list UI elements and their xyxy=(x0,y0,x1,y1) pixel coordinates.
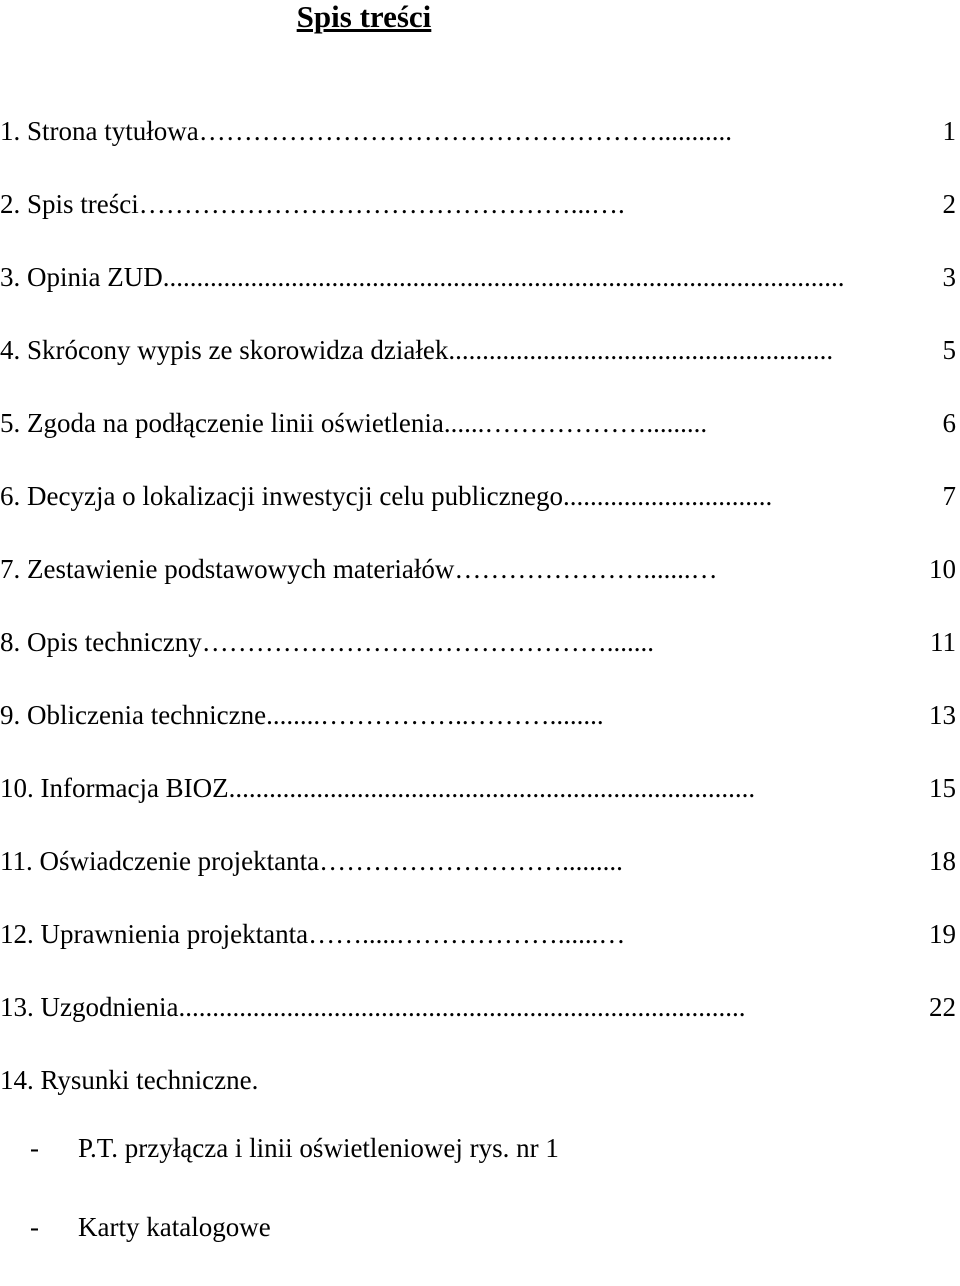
toc-entry-leader: ..................................................................................................... xyxy=(162,262,845,292)
toc-entry xyxy=(0,403,956,476)
toc-entry-text: 9. Obliczenia techniczne xyxy=(0,700,267,730)
toc-entry-page: 22 xyxy=(929,992,956,1022)
toc-entry xyxy=(0,476,956,549)
toc-entry-leader: ………………….......… xyxy=(454,554,718,584)
toc-entry-leader: ........……………..………........ xyxy=(266,700,604,730)
toc-entry-leader: .............................................................................. xyxy=(228,773,756,803)
toc-entry-text: 6. Decyzja o lokalizacji inwestycji celu publicznego xyxy=(0,481,564,511)
toc-entry-leader: ............................... xyxy=(563,481,773,511)
toc-entry xyxy=(0,987,956,1060)
toc-entry-leader: ......................................................... xyxy=(448,335,834,365)
toc-entry-text: 1. Strona tytułowa xyxy=(0,116,199,146)
toc-entry xyxy=(0,111,956,184)
toc-entry-text: 13. Uzgodnienia xyxy=(0,992,179,1022)
toc-entry xyxy=(0,549,956,622)
toc-entry-page: 1 xyxy=(942,116,956,146)
drawings-sublist xyxy=(0,1128,559,1286)
toc-entry-leader: .................................................................................... xyxy=(178,992,746,1022)
toc-entry-page: 15 xyxy=(929,773,956,803)
list-item xyxy=(0,1128,559,1207)
toc-entry-page: 18 xyxy=(929,846,956,876)
toc-entry-leader: …….....………………......… xyxy=(308,919,626,949)
toc-entry-text: 4. Skrócony wypis ze skorowidza działek xyxy=(0,335,449,365)
toc-entry-page: 13 xyxy=(929,700,956,730)
toc-entry-page: 19 xyxy=(929,919,956,949)
toc-entry-text: 8. Opis techniczny xyxy=(0,627,202,657)
toc-entry xyxy=(0,695,956,768)
toc-entry xyxy=(0,841,956,914)
toc-entry-leader: …………………………………………...…. xyxy=(138,189,625,219)
toc-entry-page: 3 xyxy=(942,262,956,292)
toc-entry-page: 5 xyxy=(942,335,956,365)
toc-entry-page: 7 xyxy=(942,481,956,511)
toc-entry-text: 2. Spis treści xyxy=(0,189,139,219)
list-item xyxy=(0,1207,559,1286)
table-of-contents xyxy=(0,111,956,1133)
toc-entry-text: 10. Informacja BIOZ xyxy=(0,773,229,803)
toc-entry-leader: ………………………………………....... xyxy=(201,627,654,657)
toc-entry xyxy=(0,622,956,695)
list-item-text: Karty katalogowe xyxy=(78,1212,271,1242)
toc-entry-leader: ……………………………………………........... xyxy=(198,116,732,146)
page-title: Spis treści xyxy=(296,0,432,34)
toc-entry-text: 12. Uprawnienia projektanta xyxy=(0,919,309,949)
toc-entry-leader: ………………………......... xyxy=(319,846,623,876)
toc-entry xyxy=(0,1060,956,1133)
toc-entry-text: 7. Zestawienie podstawowych materiałów xyxy=(0,554,455,584)
toc-entry xyxy=(0,914,956,987)
toc-entry-page: 2 xyxy=(942,189,956,219)
toc-entry-text: 3. Opinia ZUD xyxy=(0,262,163,292)
toc-entry xyxy=(0,768,956,841)
toc-entry-leader: ......………………......... xyxy=(443,408,708,438)
toc-entry-text: 14. Rysunki techniczne. xyxy=(0,1065,259,1095)
toc-entry-text: 5. Zgoda na podłączenie linii oświetlenia xyxy=(0,408,444,438)
toc-entry xyxy=(0,257,956,330)
toc-entry xyxy=(0,184,956,257)
toc-entry-text: 11. Oświadczenie projektanta xyxy=(0,846,320,876)
dash-bullet: - xyxy=(30,1212,39,1242)
list-item-text: P.T. przyłącza i linii oświetleniowej rys. nr 1 xyxy=(78,1133,559,1163)
toc-entry-page: 6 xyxy=(942,408,956,438)
dash-bullet: - xyxy=(30,1133,39,1163)
toc-entry-page: 11 xyxy=(930,627,956,657)
toc-entry xyxy=(0,330,956,403)
toc-entry-page: 10 xyxy=(929,554,956,584)
